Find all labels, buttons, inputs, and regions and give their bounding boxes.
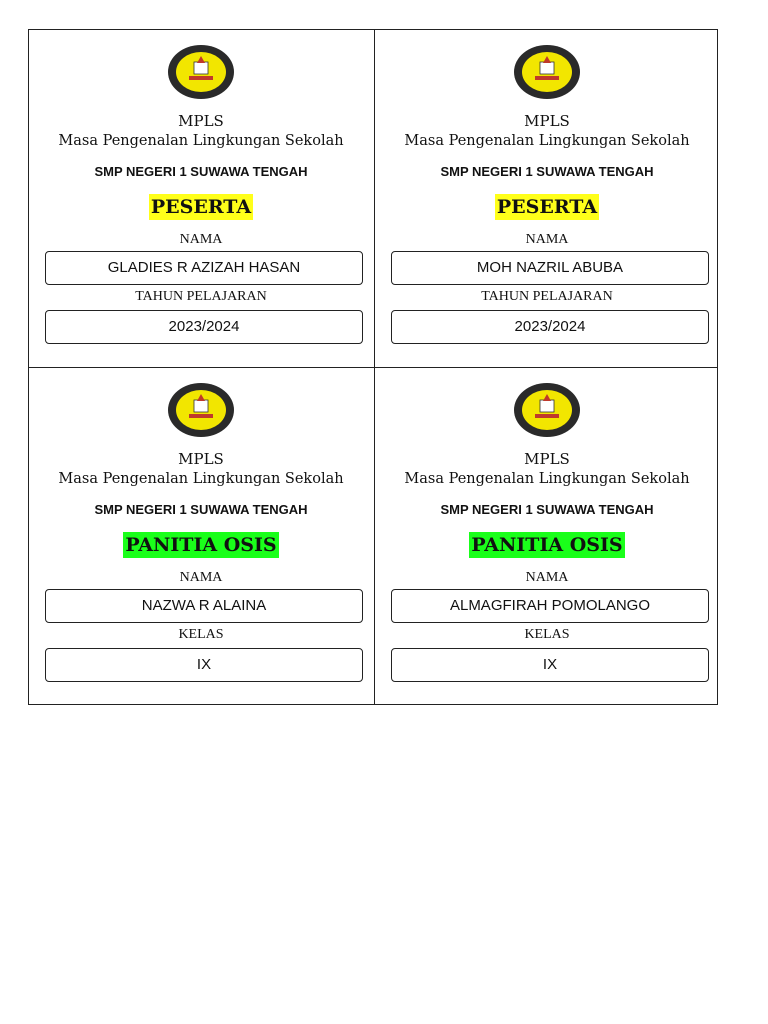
name-label: NAMA — [179, 232, 223, 247]
id-card-panitia — [375, 368, 719, 705]
card-title: MPLS — [524, 450, 570, 468]
role-row — [29, 194, 373, 220]
year-field: 2023/2024 — [391, 310, 709, 344]
school-name: SMP NEGERI 1 SUWAWA TENGAH — [94, 502, 308, 517]
role-row — [375, 532, 719, 558]
id-card-peserta — [29, 30, 373, 367]
school-logo-icon — [167, 44, 235, 100]
card-title: MPLS — [178, 112, 224, 130]
year-field: 2023/2024 — [45, 310, 363, 344]
name-field: GLADIES R AZIZAH HASAN — [45, 251, 363, 285]
school-logo-icon — [513, 44, 581, 100]
school-name: SMP NEGERI 1 SUWAWA TENGAH — [94, 164, 308, 179]
card-subtitle: Masa Pengenalan Lingkungan Sekolah — [404, 471, 690, 487]
class-field: IX — [391, 648, 709, 682]
card-title: MPLS — [178, 450, 224, 468]
school-name: SMP NEGERI 1 SUWAWA TENGAH — [440, 164, 654, 179]
class-label: KELAS — [524, 627, 570, 642]
year-label: TAHUN PELAJARAN — [135, 289, 267, 304]
name-label: NAMA — [525, 570, 569, 585]
card-title: MPLS — [524, 112, 570, 130]
name-label: NAMA — [525, 232, 569, 247]
card-subtitle: Masa Pengenalan Lingkungan Sekolah — [58, 471, 344, 487]
school-logo-icon — [513, 382, 581, 438]
role-badge: PESERTA — [150, 196, 252, 218]
role-badge: PESERTA — [496, 196, 598, 218]
card-subtitle: Masa Pengenalan Lingkungan Sekolah — [58, 133, 344, 149]
card-subtitle: Masa Pengenalan Lingkungan Sekolah — [404, 133, 690, 149]
name-field: ALMAGFIRAH POMOLANGO — [391, 589, 709, 623]
id-card-sheet — [28, 29, 718, 705]
school-name: SMP NEGERI 1 SUWAWA TENGAH — [440, 502, 654, 517]
name-label: NAMA — [179, 570, 223, 585]
role-row — [375, 194, 719, 220]
class-field: IX — [45, 648, 363, 682]
id-card-panitia — [29, 368, 373, 705]
role-badge: PANITIA OSIS — [125, 534, 277, 556]
id-card-peserta — [375, 30, 719, 367]
name-field: MOH NAZRIL ABUBA — [391, 251, 709, 285]
role-badge: PANITIA OSIS — [471, 534, 623, 556]
role-row — [29, 532, 373, 558]
school-logo-icon — [167, 382, 235, 438]
name-field: NAZWA R ALAINA — [45, 589, 363, 623]
year-label: TAHUN PELAJARAN — [481, 289, 613, 304]
class-label: KELAS — [178, 627, 224, 642]
